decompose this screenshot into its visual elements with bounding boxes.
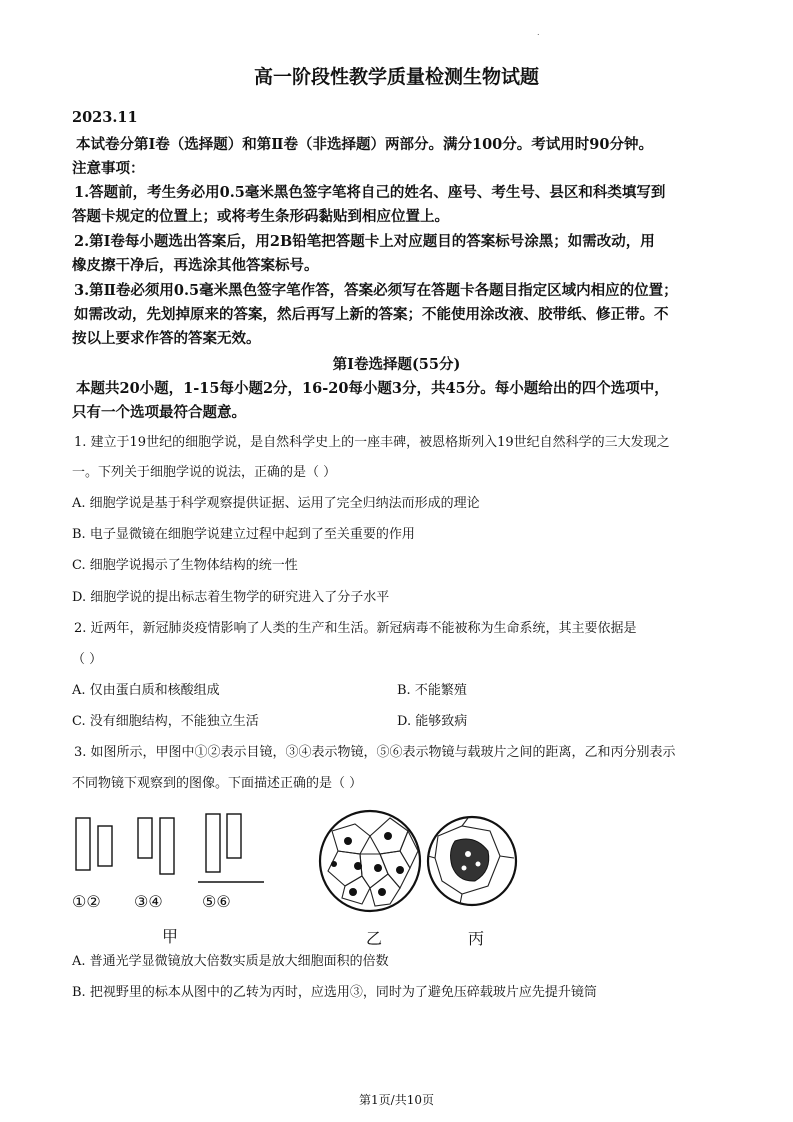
notice-heading: 注意事项： — [72, 160, 145, 177]
question-1-stem: 一。下列关于细胞学说的说法，正确的是（ ） — [72, 465, 337, 480]
notice-line: 答题卡规定的位置上；或将考生条形码黏贴到相应位置上。 — [72, 208, 449, 225]
header-mark: . — [537, 28, 540, 37]
label-yi: 乙 — [366, 929, 383, 948]
question-3-stem: 不同物镜下观察到的图像。下面描述正确的是（ ） — [72, 776, 363, 791]
notice-line: 3.第Ⅱ卷必须用0.5毫米黑色签字笔作答，答案必须写在答题卡各题目指定区域内相应的位置； — [74, 282, 678, 299]
q3-option-b: B. 把视野里的标本从图中的乙转为丙时，应选用③，同时为了避免压碎载玻片应先提升镜筒 — [72, 985, 597, 1000]
label-bing: 丙 — [468, 929, 485, 948]
label-jia: 甲 — [162, 927, 179, 946]
eyepiece-1-icon — [76, 818, 90, 870]
question-1-stem: 1. 建立于19世纪的细胞学说，是自然科学史上的一座丰碑，被恩格斯列入19世纪自然科学的三大发现之 — [74, 435, 670, 450]
q2-option-b: B. 不能繁殖 — [397, 683, 467, 698]
objective-4-icon — [160, 818, 174, 874]
page-title: 高一阶段性教学质量检测生物试题 — [253, 66, 539, 88]
objective-5-icon — [206, 814, 220, 872]
section-desc-line: 本题共20小题，1-15每小题2分，16-20每小题3分，共45分。每小题给出的四个选项中， — [76, 380, 669, 397]
label-objectives: ③④ — [134, 892, 163, 911]
intro-text: 本试卷分第Ⅰ卷（选择题）和第Ⅱ卷（非选择题）两部分。满分100分。考试用时90分钟。 — [76, 136, 653, 153]
eyepiece-2-icon — [98, 826, 112, 866]
label-distances: ⑤⑥ — [202, 892, 231, 911]
q1-option-a: A. 细胞学说是基于科学观察提供证据、运用了完全归纳法而形成的理论 — [72, 496, 480, 511]
label-eyepieces: ①② — [72, 892, 101, 911]
question-3-stem: 3. 如图所示，甲图中①②表示目镜，③④表示物镜，⑤⑥表示物镜与载玻片之间的距离，乙和丙分别表示 — [74, 745, 676, 760]
figure-drawing — [70, 806, 530, 946]
q1-option-c: C. 细胞学说揭示了生物体结构的统一性 — [72, 558, 298, 573]
view-bing-icon — [428, 817, 516, 905]
q1-option-d: D. 细胞学说的提出标志着生物学的研究进入了分子水平 — [72, 590, 390, 605]
notice-line: 橡皮擦干净后，再选涂其他答案标号。 — [72, 257, 319, 274]
page-footer: 第1页/共10页 — [359, 1093, 434, 1107]
section-desc-line: 只有一个选项最符合题意。 — [72, 404, 246, 421]
objective-6-icon — [227, 814, 241, 858]
microscope-figure — [70, 806, 530, 950]
notice-line: 2.第Ⅰ卷每小题选出答案后，用2B铅笔把答题卡上对应题目的答案标号涂黑；如需改动，用 — [74, 233, 655, 250]
notice-line: 如需改动，先划掉原来的答案，然后再写上新的答案；不能使用涂改液、胶带纸、修正带。不 — [74, 306, 669, 323]
exam-date: 2023.11 — [72, 109, 138, 126]
q3-option-a: A. 普通光学显微镜放大倍数实质是放大细胞面积的倍数 — [72, 954, 389, 969]
notice-line: 1.答题前，考生务必用0.5毫米黑色签字笔将自己的姓名、座号、考生号、县区和科类填写到 — [74, 184, 666, 201]
q2-option-c: C. 没有细胞结构，不能独立生活 — [72, 714, 259, 729]
question-2-stem: 2. 近两年，新冠肺炎疫情影响了人类的生产和生活。新冠病毒不能被称为生命系统，其主要依据是 — [74, 621, 637, 636]
objective-3-icon — [138, 818, 152, 858]
question-2-stem: （ ） — [72, 652, 103, 667]
view-yi-icon — [320, 811, 420, 911]
q2-option-a: A. 仅由蛋白质和核酸组成 — [72, 683, 220, 698]
section-title: 第Ⅰ卷选择题(55分) — [332, 356, 461, 373]
notice-line: 按以上要求作答的答案无效。 — [72, 330, 261, 347]
q2-option-d: D. 能够致病 — [397, 714, 468, 729]
q1-option-b: B. 电子显微镜在细胞学说建立过程中起到了至关重要的作用 — [72, 527, 415, 542]
